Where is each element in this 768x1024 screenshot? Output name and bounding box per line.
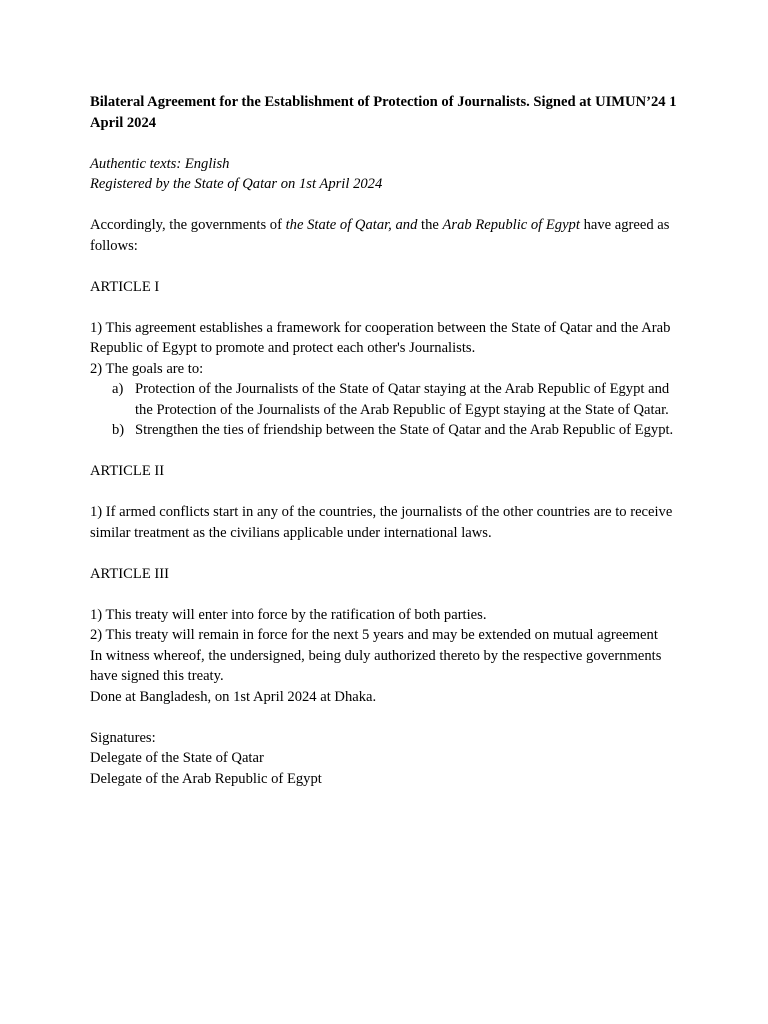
spacer <box>90 482 690 503</box>
article-2-heading: ARTICLE II <box>90 463 165 479</box>
preamble-party-2: Arab Republic of Egypt <box>442 217 580 233</box>
goal-marker: a) <box>112 381 124 397</box>
spacer <box>90 256 690 277</box>
spacer <box>90 543 690 564</box>
article-2-clause-1: 1) If armed conflicts start in any of the countries, the journalists of the other countries are to receive similar treatment as the civilians applicable under international laws. <box>90 504 673 541</box>
preamble-text-2: the <box>417 217 443 233</box>
spacer <box>90 707 690 728</box>
spacer <box>90 133 690 154</box>
article-1-clause-2: 2) The goals are to: <box>90 360 204 377</box>
preamble-party-1: the State of Qatar, and <box>285 217 418 233</box>
article-1-clause-1: 1) This agreement establishes a framework for cooperation between the State of Qatar and the Arab Republic of Egypt to promote and protect each other's Journalists. <box>90 319 671 356</box>
spacer <box>90 297 690 318</box>
article-3-clause-2: 2) This treaty will remain in force for the next 5 years and may be extended on mutual agreement <box>90 627 658 643</box>
signature-line: Delegate of the Arab Republic of Egypt <box>90 770 322 787</box>
article-3-clause-1: 1) This treaty will enter into force by the ratification of both parties. <box>90 606 487 623</box>
goal-text: Protection of the Journalists of the State of Qatar staying at the Arab Republic of Egypt and the Protection of the Journalists of the Arab Republic of Egypt staying at the State of Qatar. <box>135 381 670 418</box>
goal-list-item <box>112 379 690 420</box>
preamble <box>90 215 690 256</box>
article-3-heading: ARTICLE III <box>90 565 169 582</box>
authentic-texts: Authentic texts: English <box>90 155 230 172</box>
preamble-text-3: have agreed as follows: <box>90 217 670 254</box>
spacer <box>90 584 690 605</box>
done-at-statement: Done at Bangladesh, on 1st April 2024 at Dhaka. <box>90 688 377 705</box>
goal-list-item <box>112 420 690 441</box>
preamble-text-1: Accordingly, the governments of <box>90 217 286 233</box>
document-title: Bilateral Agreement for the Establishment of Protection of Journalists. Signed at UIMUN’24 1 April 2024 <box>90 94 677 131</box>
article-1-heading: ARTICLE I <box>90 278 160 295</box>
witness-statement: In witness whereof, the undersigned, being duly authorized thereto by the respective governments have signed this treaty. <box>90 647 662 684</box>
spacer <box>90 441 690 462</box>
spacer <box>90 195 690 216</box>
document-page <box>90 92 690 789</box>
signatures-heading: Signatures: <box>90 729 156 746</box>
goal-marker: b) <box>112 422 125 438</box>
signature-line: Delegate of the State of Qatar <box>90 750 264 766</box>
goal-text: Strengthen the ties of friendship between the State of Qatar and the Arab Republic of Egypt. <box>135 422 674 438</box>
registration-note: Registered by the State of Qatar on 1st April 2024 <box>90 176 383 192</box>
